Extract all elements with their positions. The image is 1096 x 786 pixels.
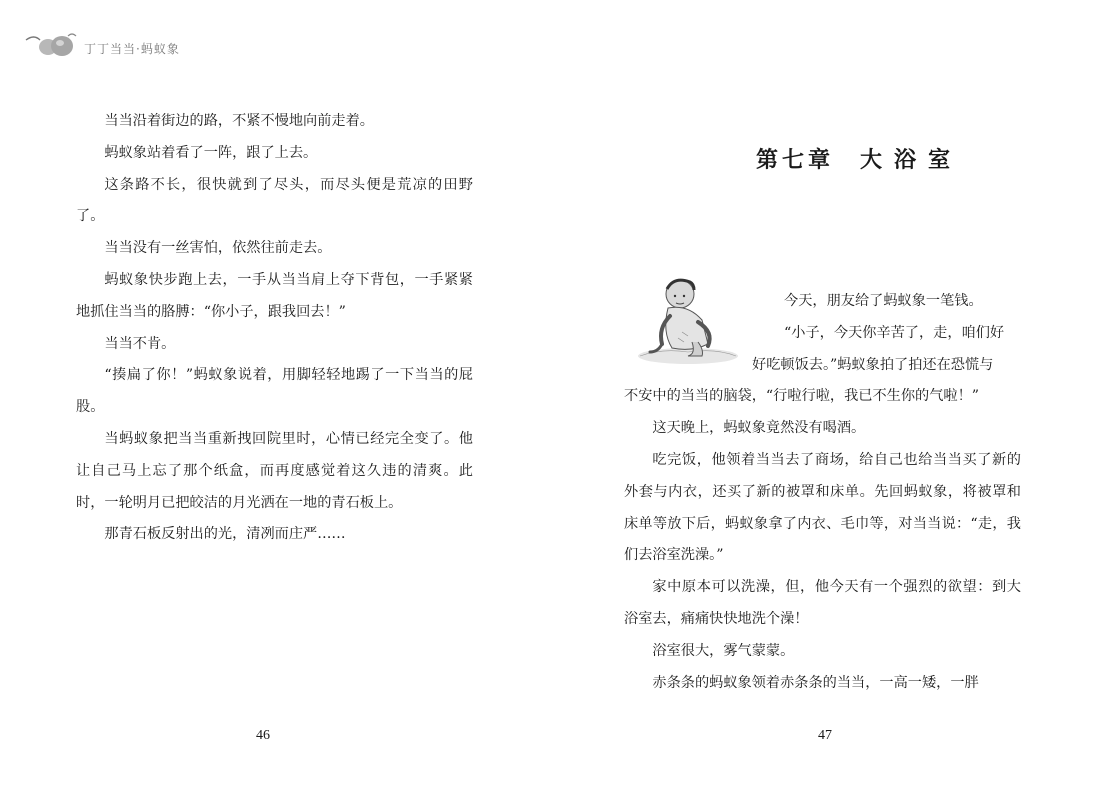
page-number: 47 (818, 728, 832, 743)
right-page (548, 0, 1096, 786)
paragraph: 那青石板反射出的光，清冽而庄严…… (104, 526, 346, 543)
paragraph: 蚂蚁象站着看了一阵，跟了上去。 (104, 144, 318, 161)
paragraph: 蚂蚁象快步跑上去，一手从当当肩上夺下背包，一手紧紧地抓住当当的胳膊：“你小子，跟我回去！” (76, 271, 473, 320)
series-title: 丁丁当当·蚂蚁象 (84, 41, 180, 56)
page-number: 46 (256, 728, 270, 743)
chapter-name: 大浴室 (860, 147, 963, 173)
paragraph: 这天晚上，蚂蚁象竟然没有喝酒。 (652, 420, 866, 437)
chapter-label: 第七章 (755, 147, 834, 173)
paragraph: 今天，朋友给了蚂蚁象一笔钱。 (784, 293, 983, 309)
paragraph: 当当没有一丝害怕，依然往前走去。 (104, 240, 332, 257)
paragraph: 这条路不长，很快就到了尽头，而尽头便是荒凉的田野了。 (76, 176, 473, 225)
paragraph: 当当沿着街边的路，不紧不慢地向前走着。 (104, 113, 374, 129)
paragraph: 当蚂蚁象把当当重新拽回院里时，心情已经完全变了。他让自己马上忘了那个纸盒，而再度感觉着这久违的清爽。此时，一轮明月已把皎洁的月光洒在一地的青石板上。 (76, 430, 473, 511)
paragraph: 当当不肯。 (104, 335, 176, 352)
paragraph: “揍扁了你！”蚂蚁象说着，用脚轻轻地踢了一下当当的屁股。 (76, 367, 473, 416)
paragraph: 家中原本可以洗澡，但，他今天有一个强烈的欲望：到大浴室去，痛痛快快地洗个澡！ (624, 579, 1021, 627)
paragraph: “小子，今天你辛苦了，走，咱们好 (784, 324, 1005, 341)
left-page-body (76, 106, 473, 551)
paragraph: 浴室很大，雾气蒙蒙。 (652, 642, 795, 659)
paragraph-continuation: 不安中的当当的脑袋，“行啦行啦，我已不生你的气啦！” (624, 388, 980, 405)
right-page-body (624, 286, 1021, 699)
paragraph: 赤条条的蚂蚁象领着赤条条的当当，一高一矮，一胖 (652, 674, 979, 691)
chapter-title (548, 143, 1096, 174)
paragraph: 吃完饭，他领着当当去了商场，给自己也给当当买了新的外套与内衣，还买了新的被罩和床单。先回蚂蚁象，将被罩和床单等放下后，蚂蚁象拿了内衣、毛巾等，对当当说：“走，我们去浴室洗澡。” (624, 451, 1021, 564)
paragraph-continuation: 好吃顿饭去。”蚂蚁象拍了拍还在恐慌与 (752, 356, 994, 373)
